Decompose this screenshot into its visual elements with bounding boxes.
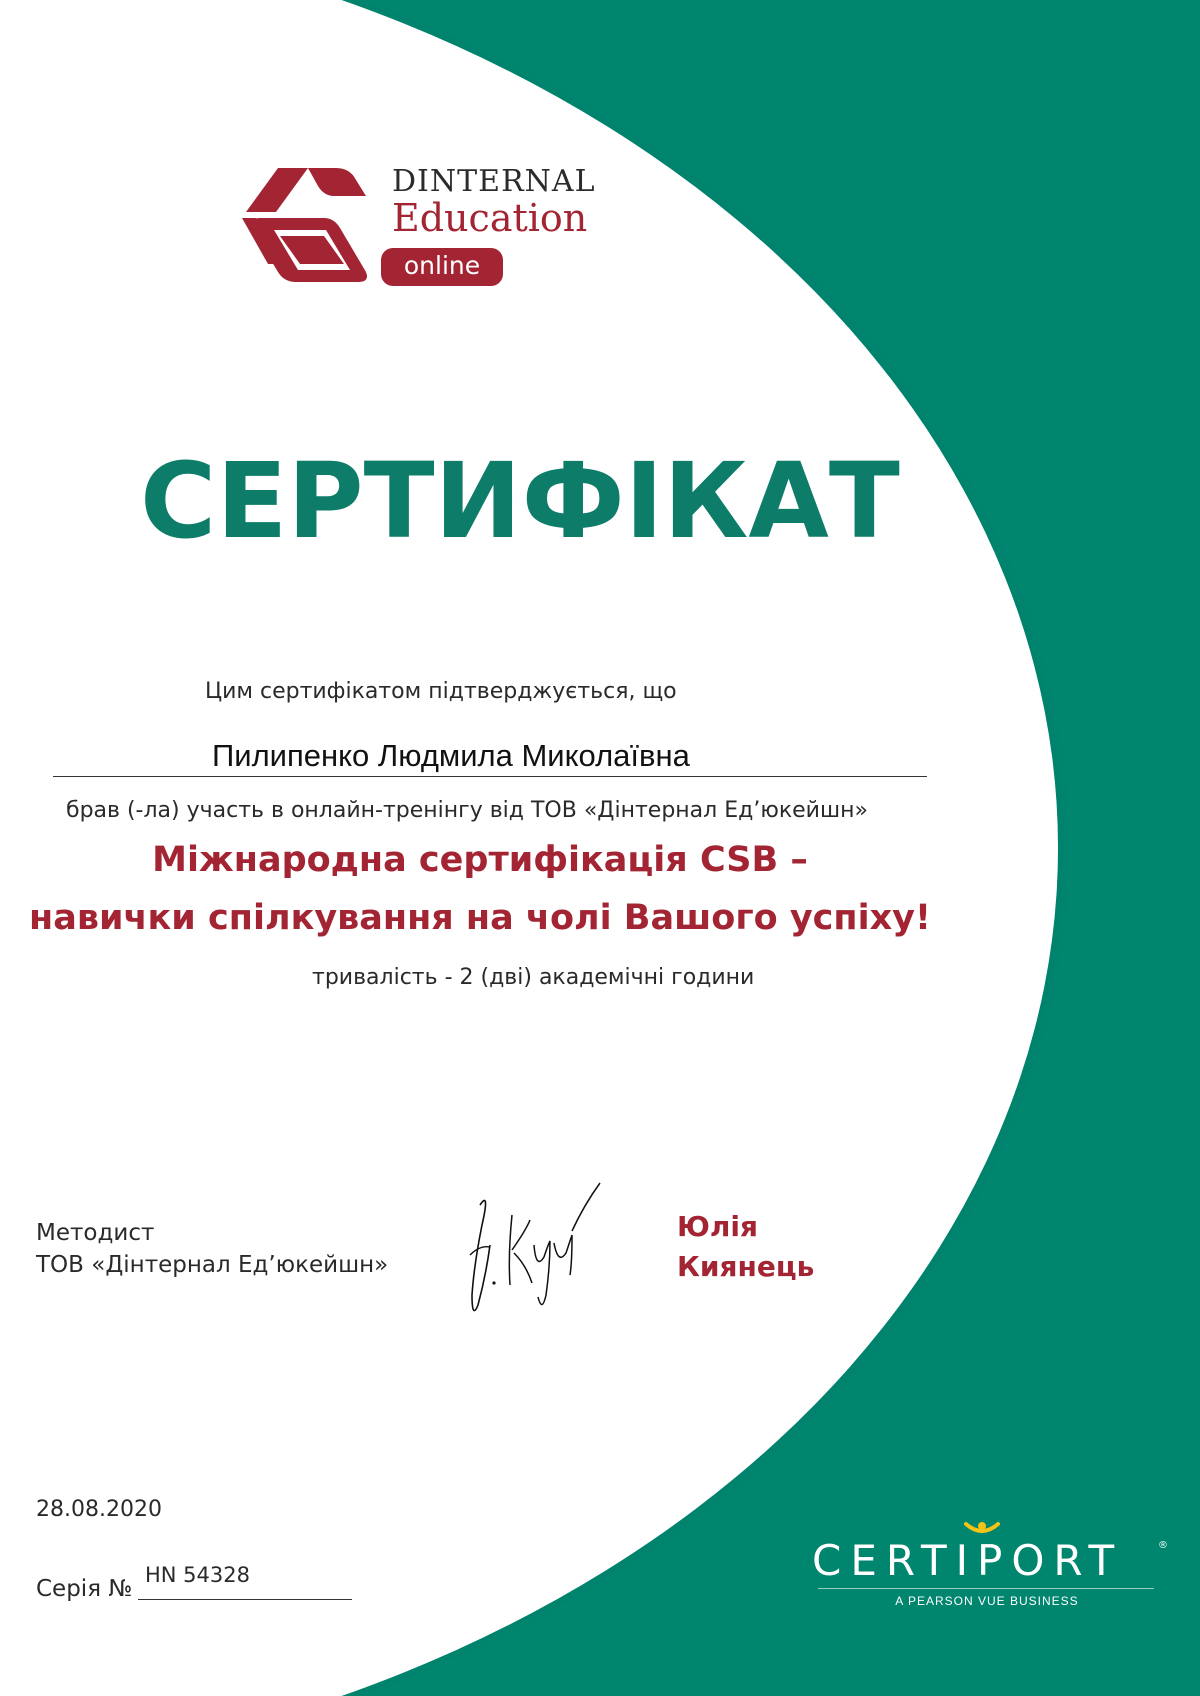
registered-mark: ®	[1158, 1540, 1168, 1551]
logo-online-badge	[381, 248, 503, 286]
logo-text-online: online	[403, 251, 481, 280]
logo-text-education: Education	[392, 196, 588, 240]
certiport-wordmark: CERTIPORT	[812, 1536, 1124, 1585]
signatory-organization: ТОВ «Дінтернал Ед’юкейшн»	[36, 1252, 389, 1278]
certiport-tagline: A PEARSON VUE BUSINESS	[895, 1594, 1079, 1608]
certiport-divider	[818, 1588, 1154, 1589]
signatory-first-name: Юлія	[677, 1210, 758, 1243]
handwritten-signature	[460, 1175, 610, 1325]
series-underline	[138, 1599, 352, 1600]
series-label: Серія №	[36, 1576, 133, 1602]
duration-text: тривалість - 2 (дві) академічні години	[312, 965, 755, 990]
name-underline	[53, 776, 927, 777]
signatory-last-name: Киянець	[677, 1250, 815, 1283]
confirmation-text: Цим сертифікатом підтверджується, що	[205, 679, 677, 704]
signatory-role: Методист	[36, 1220, 155, 1246]
course-title-line-1: Міжнародна сертифікація CSB –	[152, 840, 808, 880]
certiport-logo	[812, 1520, 1172, 1610]
participation-text: брав (-ла) участь в онлайн-тренінгу від ТОВ «Дінтернал Ед’юкейшн»	[66, 798, 868, 823]
course-title-line-2: навички спілкування на чолі Вашого успіху!	[29, 898, 931, 938]
series-number: HN 54328	[145, 1563, 250, 1587]
logo-text-dinternal: DINTERNAL	[392, 164, 596, 199]
certificate-title: СЕРТИФІКАТ	[140, 440, 900, 562]
recipient-name: Пилипенко Людмила Миколаївна	[212, 738, 690, 773]
issue-date: 28.08.2020	[36, 1497, 162, 1522]
dinternal-logo	[238, 160, 618, 300]
book-icon	[238, 160, 378, 295]
